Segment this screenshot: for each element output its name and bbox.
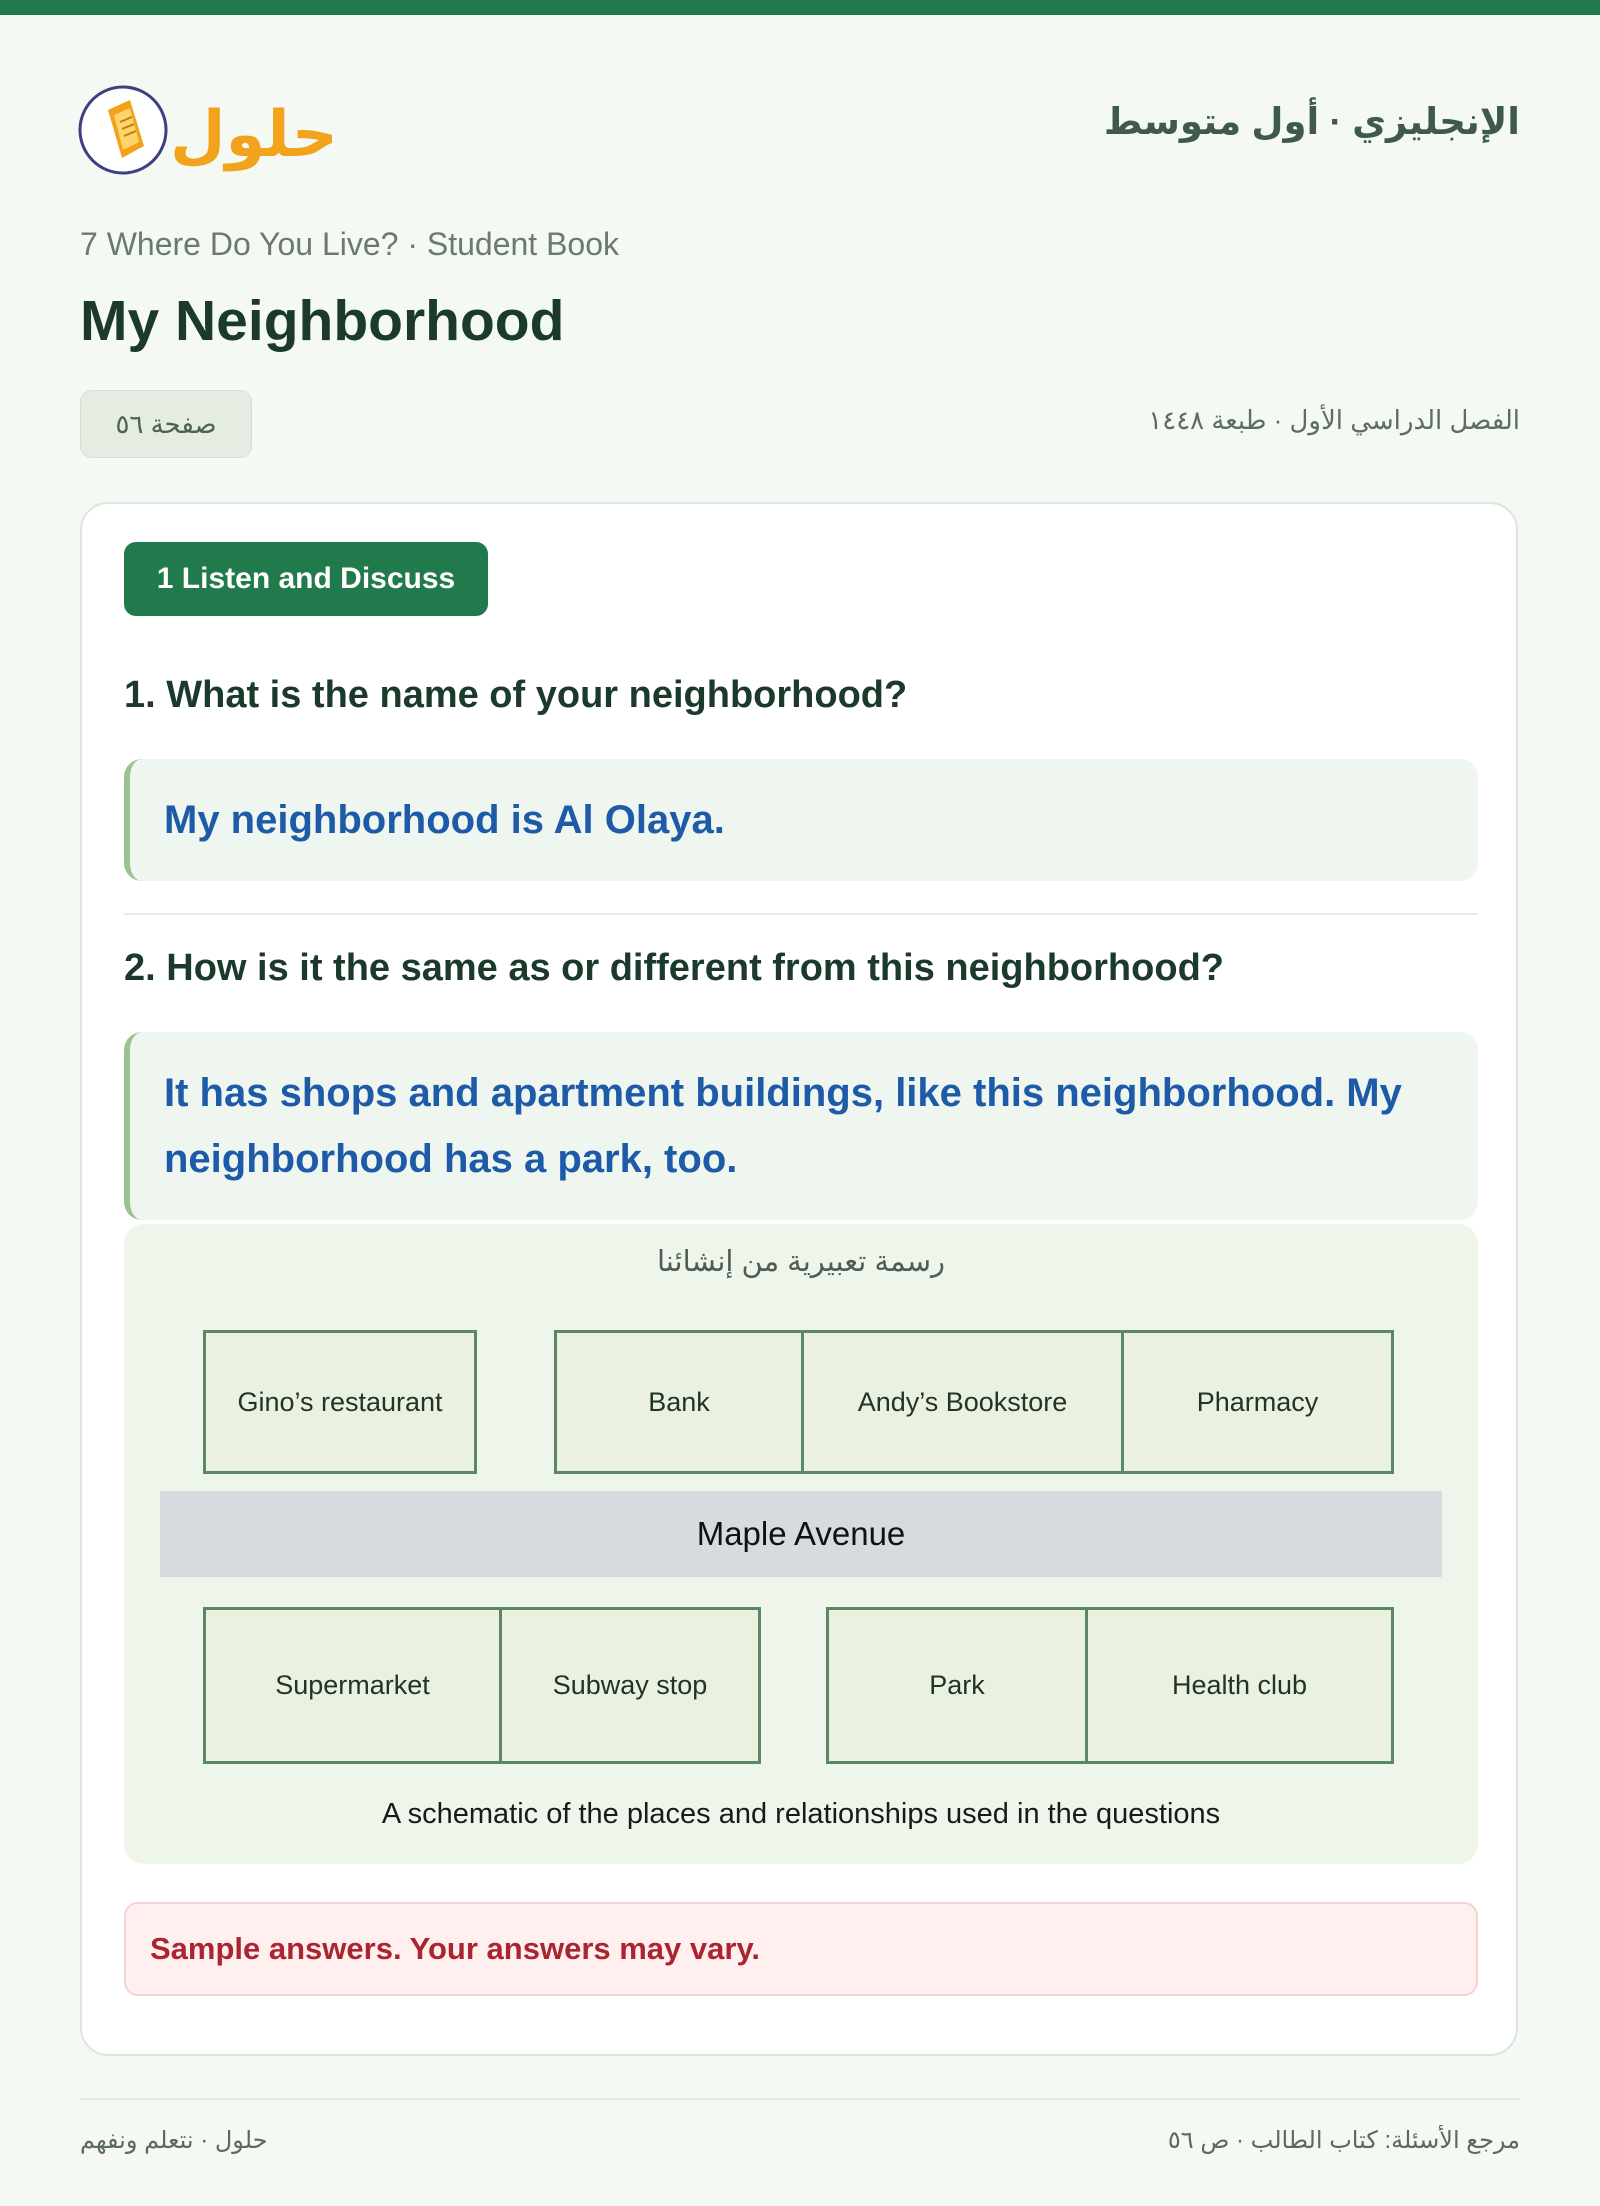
place-health-club: Health club xyxy=(1085,1607,1394,1764)
place-subway-stop: Subway stop xyxy=(499,1607,761,1764)
diagram-caption: A schematic of the places and relationships used in the questions xyxy=(381,1798,1221,1830)
place-andys-bookstore: Andy’s Bookstore xyxy=(801,1330,1124,1474)
answer-1: My neighborhood is Al Olaya. xyxy=(124,759,1478,881)
place-pharmacy: Pharmacy xyxy=(1121,1330,1394,1474)
divider xyxy=(124,913,1478,915)
sample-answers-notice: Sample answers. Your answers may vary. xyxy=(124,1902,1478,1996)
section-label: 1 Listen and Discuss xyxy=(124,542,488,616)
place-supermarket: Supermarket xyxy=(203,1607,502,1764)
page-number-badge: صفحة ٥٦ xyxy=(80,390,252,458)
neighborhood-diagram xyxy=(124,1224,1478,1864)
breadcrumb: 7 Where Do You Live? · Student Book xyxy=(80,226,620,262)
subject-title: الإنجليزي · أول متوسط xyxy=(1103,101,1520,142)
place-bank: Bank xyxy=(554,1330,804,1474)
footer-divider xyxy=(80,2098,1520,2100)
question-1: 1. What is the name of your neighborhood? xyxy=(124,674,908,716)
street-maple-avenue: Maple Avenue xyxy=(160,1491,1442,1577)
page-title: My Neighborhood xyxy=(80,289,565,353)
logo-text: حلول xyxy=(170,98,338,172)
logo xyxy=(78,68,358,180)
exercise-card xyxy=(80,502,1518,2056)
question-2: 2. How is it the same as or different from this neighborhood? xyxy=(124,947,1224,989)
semester-info: الفصل الدراسي الأول · طبعة ١٤٤٨ xyxy=(1148,405,1520,435)
footer-tagline: حلول · نتعلم ونفهم xyxy=(80,2127,268,2154)
answer-2: It has shops and apartment buildings, like this neighborhood. My neighborhood has a park, too. xyxy=(124,1032,1478,1220)
place-ginos-restaurant: Gino’s restaurant xyxy=(203,1330,477,1474)
diagram-note: رسمة تعبيرية من إنشائنا xyxy=(656,1246,946,1278)
footer-reference: مرجع الأسئلة: كتاب الطالب · ص ٥٦ xyxy=(1167,2127,1520,2154)
place-park: Park xyxy=(826,1607,1088,1764)
top-accent-bar xyxy=(0,0,1600,15)
